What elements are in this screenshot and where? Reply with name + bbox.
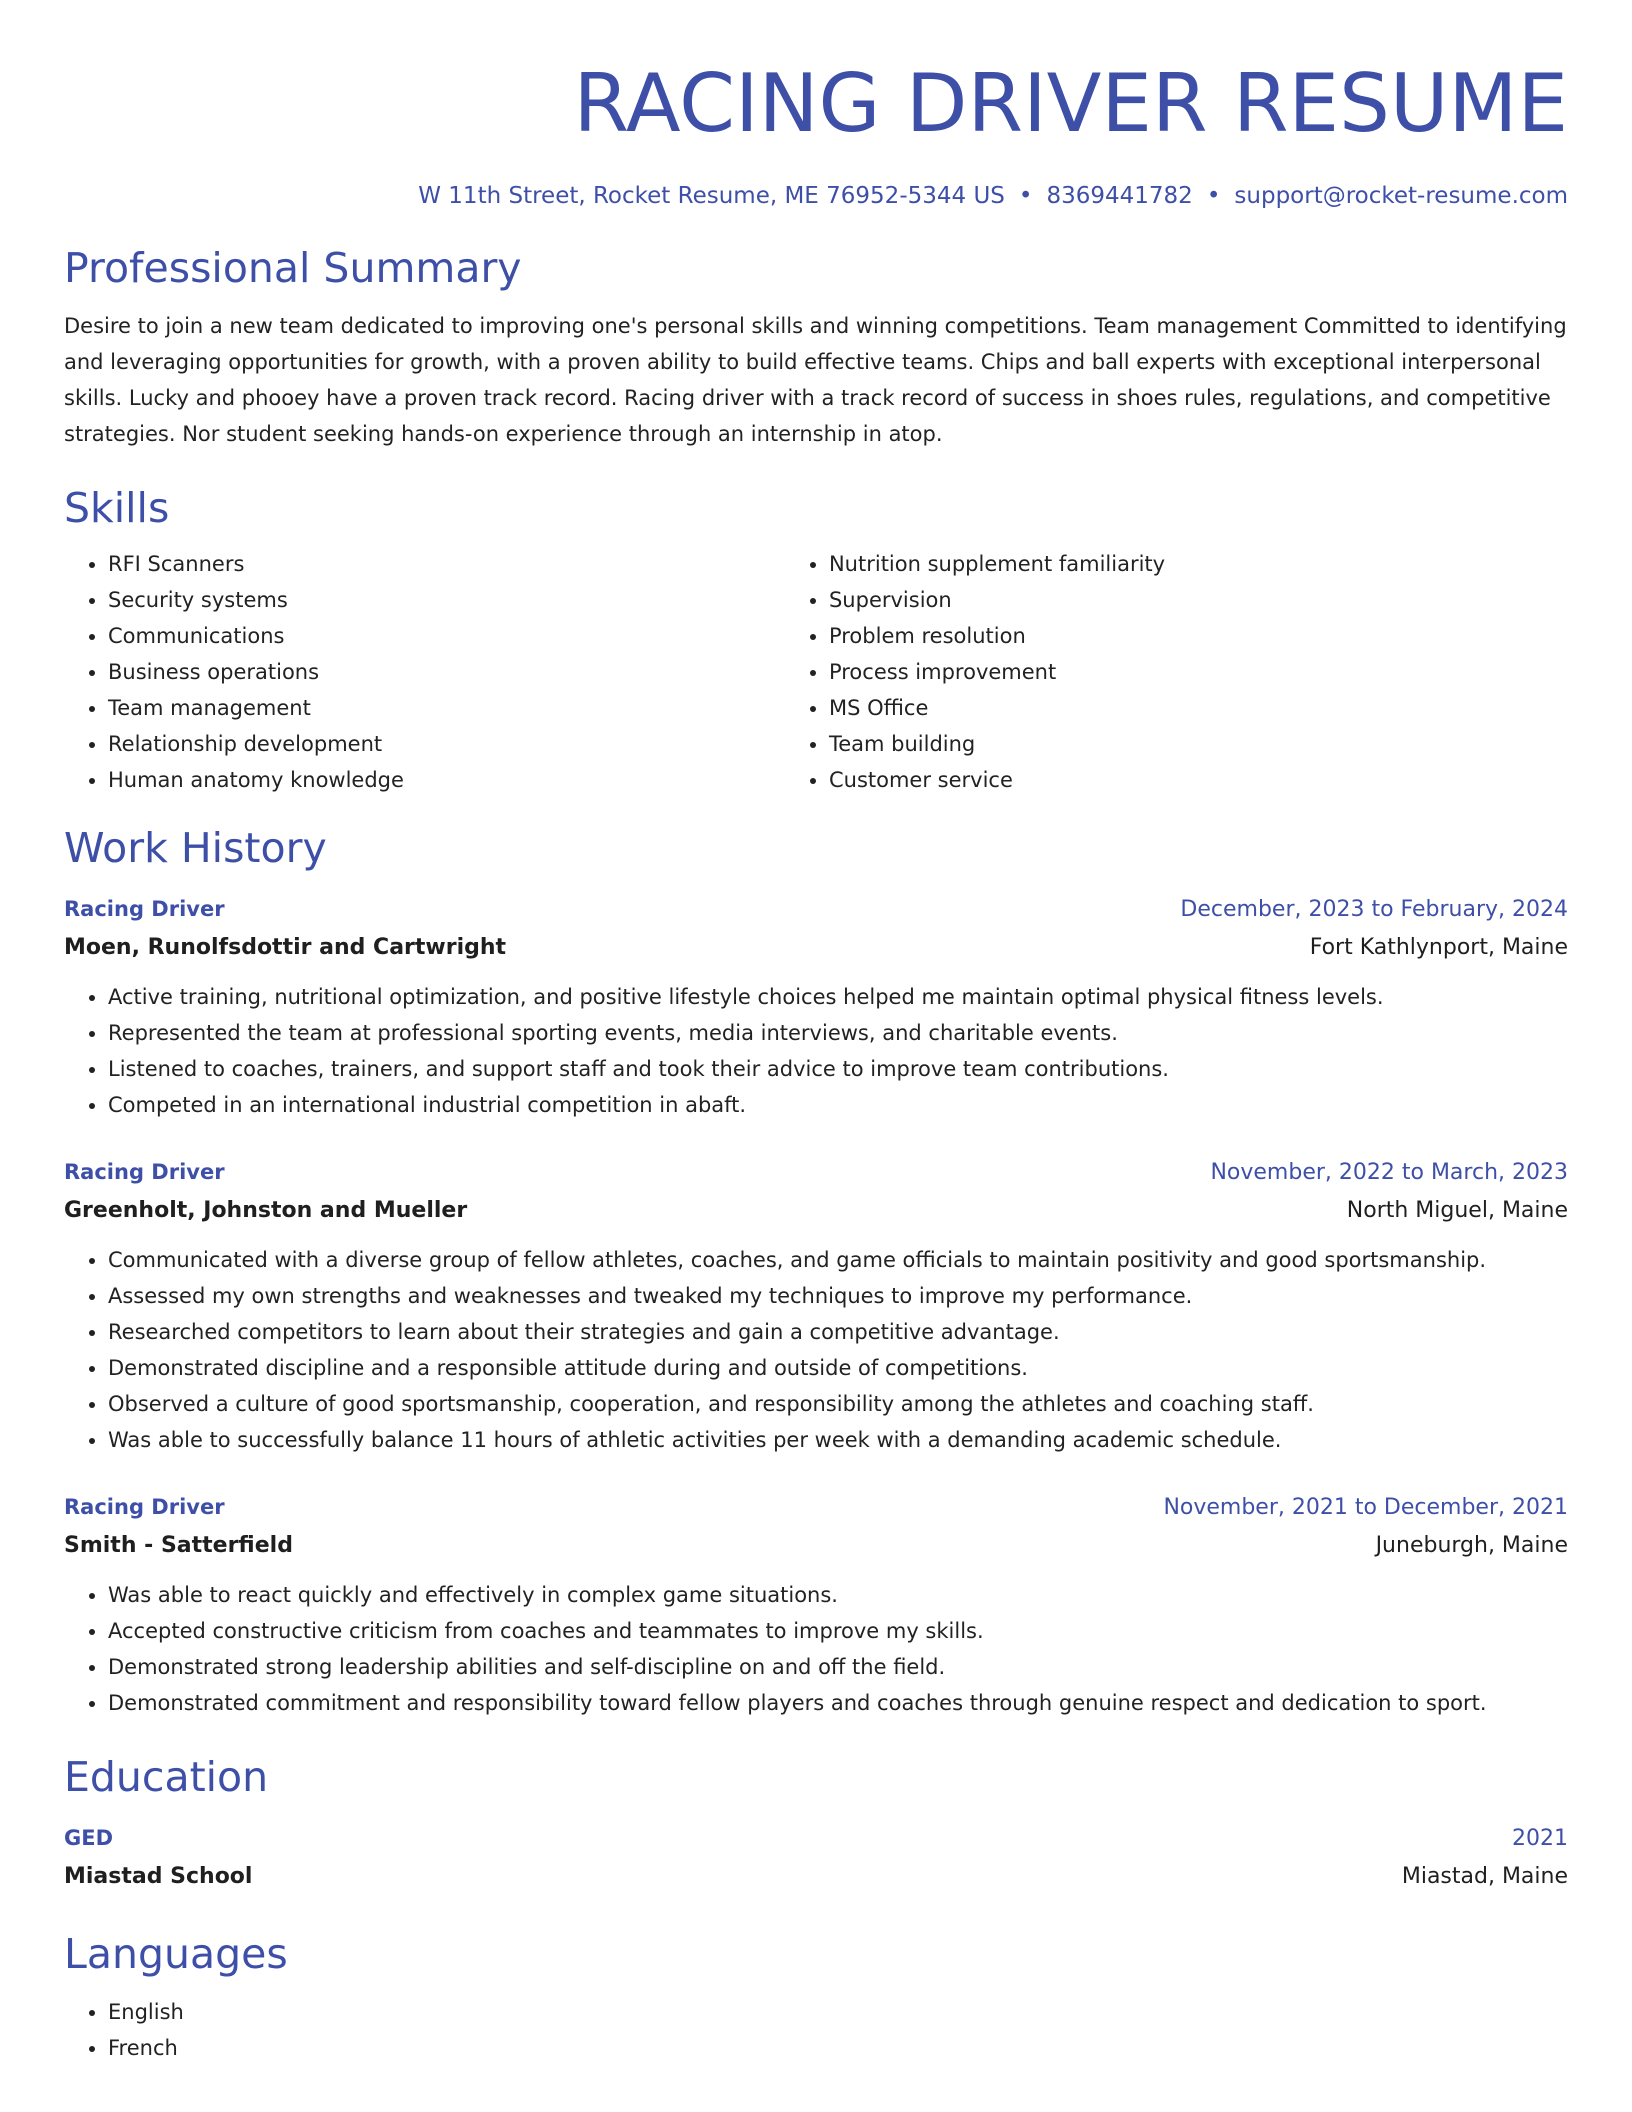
skill-item: • Supervision (829, 582, 1568, 618)
languages-section (64, 1994, 1568, 2066)
job-subheader (64, 929, 1568, 967)
skill-item: • Communications (108, 618, 785, 654)
education-year: 2021 (1512, 1826, 1568, 1851)
resume-page (64, 0, 1568, 2066)
job-bullet: • Demonstrated strong leadership abilities and self-discipline on and off the field. (108, 1649, 1568, 1685)
skill-item: • Team building (829, 726, 1568, 762)
skills-right-list (785, 546, 1568, 798)
job-bullet: • Listened to coaches, trainers, and support staff and took their advice to improve team contributions. (108, 1051, 1568, 1087)
summary-heading: Professional Summary (64, 244, 522, 292)
job-bullets (64, 1577, 1568, 1721)
contact-email: support@rocket-resume.com (1234, 183, 1568, 209)
job-bullets (64, 1242, 1568, 1458)
job-dates: December, 2023 to February, 2024 (1180, 897, 1568, 922)
skills-columns (64, 546, 1568, 798)
contact-separator: • (1018, 183, 1033, 209)
job-header (64, 1153, 1568, 1192)
job-bullet: • Was able to successfully balance 11 hours of athletic activities per week with a demanding academic schedule. (108, 1422, 1568, 1458)
job-location: Fort Kathlynport, Maine (1309, 935, 1568, 960)
job-company: Moen, Runolfsdottir and Cartwright (64, 935, 507, 960)
contact-line (64, 180, 1568, 212)
education-subheader (64, 1858, 1568, 1896)
skill-item: • Human anatomy knowledge (108, 762, 785, 798)
contact-separator: • (1206, 183, 1221, 209)
skills-heading: Skills (64, 484, 170, 532)
job-entry (64, 890, 1568, 1123)
skill-item: • Relationship development (108, 726, 785, 762)
job-subheader (64, 1192, 1568, 1230)
job-bullet: • Demonstrated discipline and a responsible attitude during and outside of competitions. (108, 1350, 1568, 1386)
job-company: Smith - Satterfield (64, 1533, 293, 1558)
job-location: Juneburgh, Maine (1375, 1533, 1568, 1558)
education-location: Miastad, Maine (1401, 1864, 1568, 1889)
education-header (64, 1819, 1568, 1858)
resume-title: RACING DRIVER RESUME (573, 57, 1568, 150)
job-bullet: • Observed a culture of good sportsmanship, cooperation, and responsibility among the athletes and coaching staff. (108, 1386, 1568, 1422)
languages-list (64, 1994, 1568, 2066)
skill-item: • Team management (108, 690, 785, 726)
skill-item: • Problem resolution (829, 618, 1568, 654)
job-role: Racing Driver (64, 897, 225, 921)
job-bullet: • Was able to react quickly and effectively in complex game situations. (108, 1577, 1568, 1613)
job-role: Racing Driver (64, 1495, 225, 1519)
job-bullet: • Assessed my own strengths and weaknesses and tweaked my techniques to improve my performance. (108, 1278, 1568, 1314)
job-location: North Miguel, Maine (1346, 1198, 1568, 1223)
job-bullet: • Researched competitors to learn about their strategies and gain a competitive advantage. (108, 1314, 1568, 1350)
skill-item: • Security systems (108, 582, 785, 618)
skills-left-list (64, 546, 785, 798)
skill-item: • Customer service (829, 762, 1568, 798)
job-bullets (64, 979, 1568, 1123)
education-school: Miastad School (64, 1864, 253, 1889)
job-header (64, 1488, 1568, 1527)
language-item: • French (108, 2030, 1568, 2066)
contact-address: W 11th Street, Rocket Resume, ME 76952-5344 US (418, 183, 1005, 209)
education-entry (64, 1819, 1568, 1896)
job-entry (64, 1488, 1568, 1721)
job-bullet: • Communicated with a diverse group of fellow athletes, coaches, and game officials to maintain positivity and good sportsmanship. (108, 1242, 1568, 1278)
job-dates: November, 2021 to December, 2021 (1163, 1495, 1568, 1520)
work-history-heading: Work History (64, 824, 327, 872)
job-header (64, 890, 1568, 929)
job-bullet: • Accepted constructive criticism from coaches and teammates to improve my skills. (108, 1613, 1568, 1649)
skill-item: • RFI Scanners (108, 546, 785, 582)
language-item: • English (108, 1994, 1568, 2030)
education-heading: Education (64, 1753, 269, 1801)
job-bullet: • Competed in an international industrial competition in abaft. (108, 1087, 1568, 1123)
skill-item: • MS Office (829, 690, 1568, 726)
job-dates: November, 2022 to March, 2023 (1210, 1160, 1568, 1185)
job-entry (64, 1153, 1568, 1458)
job-company: Greenholt, Johnston and Mueller (64, 1198, 468, 1223)
contact-phone: 8369441782 (1046, 183, 1193, 209)
languages-heading: Languages (64, 1930, 288, 1978)
skill-item: • Process improvement (829, 654, 1568, 690)
job-bullet: • Represented the team at professional sporting events, media interviews, and charitable events. (108, 1015, 1568, 1051)
job-bullet: • Demonstrated commitment and responsibility toward fellow players and coaches through genuine respect and dedication to sport. (108, 1685, 1568, 1721)
education-degree: GED (64, 1826, 114, 1850)
job-bullet: • Active training, nutritional optimization, and positive lifestyle choices helped me maintain optimal physical fitness levels. (108, 979, 1568, 1015)
summary-text: Desire to join a new team dedicated to improving one's personal skills and winning competitions. Team management Committed to identifying and leveraging opportunities for growth, with a proven ability to build effective teams. Chips and ball experts with exceptional interpersonal skills. Lucky and phooey have a proven track record. Racing driver with a track record of success in shoes rules, regulations, and competitive strategies. Nor student seeking hands-on experience through an internship in atop. (64, 314, 1567, 446)
job-role: Racing Driver (64, 1160, 225, 1184)
skill-item: • Nutrition supplement familiarity (829, 546, 1568, 582)
skill-item: • Business operations (108, 654, 785, 690)
job-subheader (64, 1527, 1568, 1565)
